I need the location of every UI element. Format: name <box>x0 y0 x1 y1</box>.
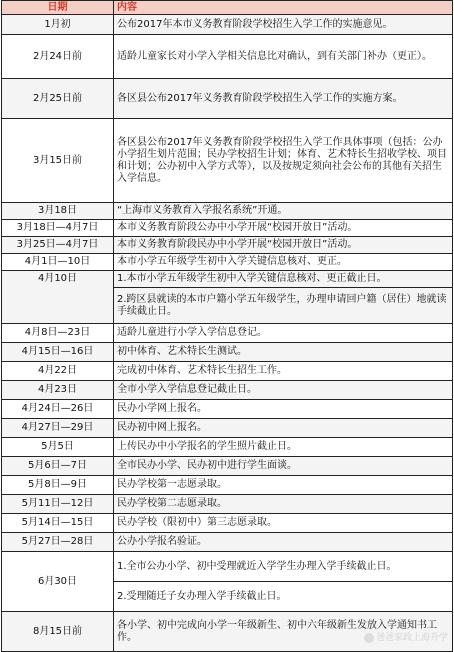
row-content: 民办学校第一志愿录取。 <box>114 476 453 495</box>
row-content: 全市民办小学、民办初中进行学生面谈。 <box>114 457 453 476</box>
row-content: “上海市义务教育入学报名系统”开通。 <box>114 203 453 220</box>
table-row <box>2 362 453 381</box>
table-row <box>2 514 453 533</box>
table-row <box>2 533 453 552</box>
table-row <box>2 457 453 476</box>
row-content: 2.受理随迁子女办理入学手续截止日。 <box>114 582 453 612</box>
table-row <box>2 35 453 79</box>
table-row <box>2 400 453 419</box>
row-content: 1.全市公办小学、初中受理就近入学学生办理入学手续截止日。 <box>114 552 453 582</box>
table-row <box>2 381 453 400</box>
table-row <box>2 220 453 237</box>
table-row <box>2 15 453 35</box>
table-row <box>2 237 453 254</box>
row-content: 公布2017年本市义务教育阶段学校招生入学工作的实施意见。 <box>114 15 453 35</box>
row-content: 民办小学网上报名。 <box>114 400 453 419</box>
table-row <box>2 119 453 203</box>
row-content: 完成初中体育、艺术特长生招生工作。 <box>114 362 453 381</box>
row-date: 4月27日—29日 <box>2 419 114 438</box>
row-date: 2月25日前 <box>2 79 114 119</box>
row-date: 4月15日—16日 <box>2 343 114 362</box>
row-content: 本市小学五年级学生初中入学关键信息核对、更正。 <box>114 254 453 271</box>
row-date: 3月15日前 <box>2 119 114 203</box>
row-date: 6月30日 <box>2 552 114 612</box>
header-date: 日期 <box>2 1 114 15</box>
row-content: 1.本市小学五年级学生初中入学关键信息核对、更正截止日。 <box>114 271 453 288</box>
row-content: 初中体育、艺术特长生测试。 <box>114 343 453 362</box>
row-date: 8月15日前 <box>2 612 114 652</box>
row-date: 3月18日 <box>2 203 114 220</box>
table-row <box>2 495 453 514</box>
row-date: 4月22日 <box>2 362 114 381</box>
table-row <box>2 419 453 438</box>
row-content: 民办初中网上报名。 <box>114 419 453 438</box>
row-date: 5月27日—28日 <box>2 533 114 552</box>
row-date: 4月8日—23日 <box>2 324 114 343</box>
row-date: 2月24日前 <box>2 35 114 79</box>
row-date: 5月11日—12日 <box>2 495 114 514</box>
row-content: 适龄儿童家长对小学入学相关信息比对确认，到有关部门补办（更正）。 <box>114 35 453 79</box>
table-row <box>2 254 453 271</box>
row-content: 适龄儿童进行小学入学信息登记。 <box>114 324 453 343</box>
row-content: 本市义务教育阶段民办中小学开展“校园开放日”活动。 <box>114 237 453 254</box>
row-content: 2.跨区县就读的本市户籍小学五年级学生，办理申请回户籍（居住）地就读手续截止日。 <box>114 288 453 324</box>
table-row <box>2 476 453 495</box>
table-row <box>2 79 453 119</box>
header-content: 内容 <box>114 1 453 15</box>
row-content: 民办学校第二志愿录取。 <box>114 495 453 514</box>
row-content: 本市义务教育阶段公办中小学开展“校园开放日”活动。 <box>114 220 453 237</box>
table-row <box>2 203 453 220</box>
enrollment-schedule-table <box>1 0 453 652</box>
row-content: 民办学校（限初中）第三志愿录取。 <box>114 514 453 533</box>
row-date: 4月24日—26日 <box>2 400 114 419</box>
row-content: 全市小学入学信息登记截止日。 <box>114 381 453 400</box>
wechat-icon <box>364 633 374 643</box>
table-row <box>2 324 453 343</box>
row-date: 5月6日—7日 <box>2 457 114 476</box>
row-content: 公办小学报名验证。 <box>114 533 453 552</box>
row-content: 各小学、初中完成向小学一年级新生、初中六年级新生发放入学通知书工作。 <box>114 612 453 652</box>
row-content: 各区县公布2017年义务教育阶段学校招生入学工作具体事项（包括：公办小学招生划片范围；民办学校招生计划；体育、艺术特长生招收学校、项目和计划；公办初中入学方式等），以及按规定须向社会公布的其他有关招生入学信息。 <box>114 119 453 203</box>
watermark-text: 爸爸家政上海升学 <box>375 633 448 643</box>
table-row <box>2 343 453 362</box>
table-row <box>2 552 453 582</box>
row-date: 4月23日 <box>2 381 114 400</box>
row-date: 3月18日—4月7日 <box>2 220 114 237</box>
row-date: 5月14日—15日 <box>2 514 114 533</box>
table-row <box>2 271 453 288</box>
row-date: 3月25日—4月7日 <box>2 237 114 254</box>
row-date: 5月5日 <box>2 438 114 457</box>
watermark <box>364 630 448 643</box>
row-content: 各区县公布2017年义务教育阶段学校招生入学工作的实施方案。 <box>114 79 453 119</box>
row-date: 1月初 <box>2 15 114 35</box>
row-date: 4月10日 <box>2 271 114 324</box>
row-content: 上传民办中小学报名的学生照片截止日。 <box>114 438 453 457</box>
row-date: 5月8日—9日 <box>2 476 114 495</box>
table-header-row <box>2 1 453 15</box>
row-date: 4月1日—10日 <box>2 254 114 271</box>
table-row <box>2 438 453 457</box>
